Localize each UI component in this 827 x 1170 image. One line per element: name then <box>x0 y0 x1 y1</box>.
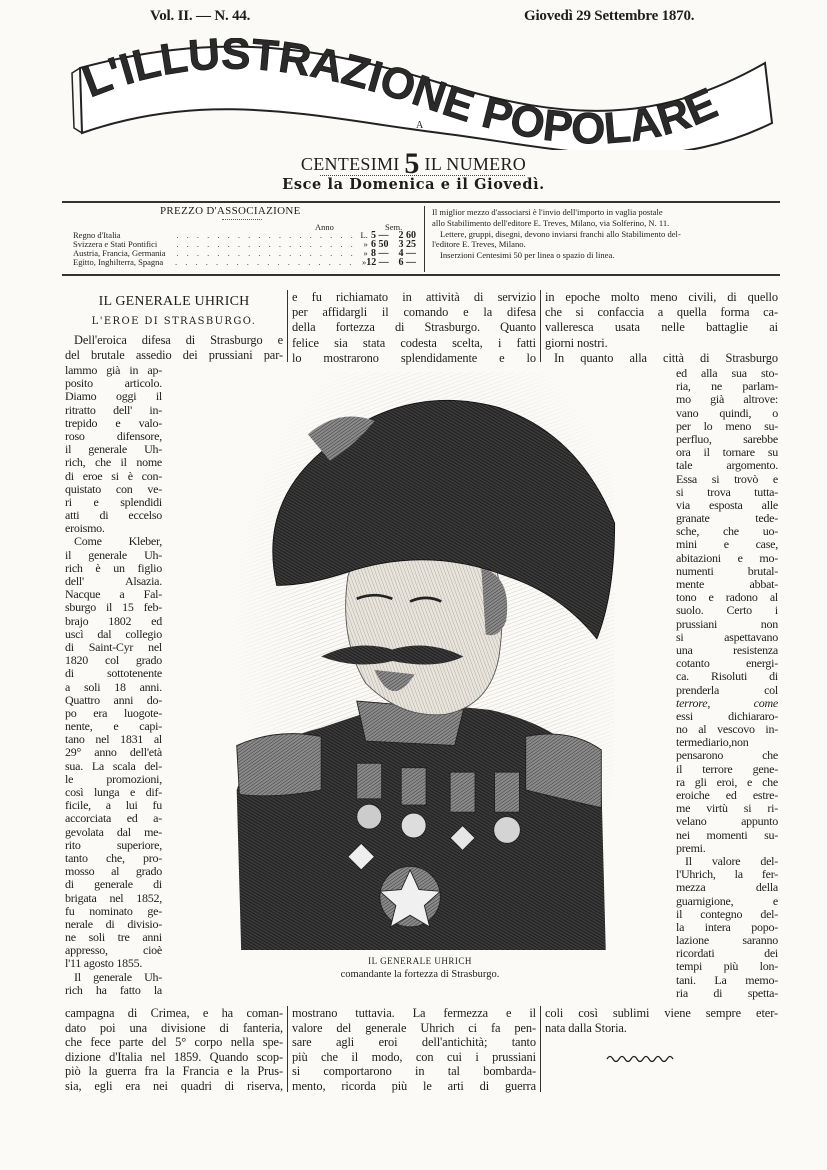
subscription-note: Il miglior mezzo d'associarsi è l'invio dell'importo in vaglia postale <box>432 207 663 217</box>
illustration-caption-title: IL GENERALE UHRICH <box>368 956 472 966</box>
text-line: a soli 18 anni. <box>65 679 162 694</box>
text-line: l'11 agosto 1855. <box>65 956 143 971</box>
text-line: sia, egli era nei quadri di riserva, <box>65 1078 283 1093</box>
text-line: In quanto alla città di Strasburgo <box>554 350 778 365</box>
header-rule-top <box>62 201 780 203</box>
text-line: 1820 col grado <box>65 653 162 668</box>
text-line: prussiani non <box>676 616 778 631</box>
text-line: ca. Risoluti di <box>676 669 778 684</box>
subscription-title: PREZZO D'ASSOCIAZIONE <box>160 205 301 217</box>
region-label: Egitto, Inghilterra, Spagna <box>73 257 164 267</box>
text-line: Nacque a Fal- <box>65 587 162 602</box>
text-line: sua. La scala del- <box>65 758 162 773</box>
text-line: rito superiore, <box>65 837 162 852</box>
text-line: cotanto energi- <box>676 656 778 671</box>
text-line: eroismo. <box>65 521 105 536</box>
subscription-title-underline <box>222 219 262 220</box>
column-rule <box>540 1006 541 1092</box>
text-line: di sottotenente <box>65 666 162 681</box>
text-line: suolo. Certo i <box>676 603 778 618</box>
text-line: il generale Uh- <box>65 547 162 562</box>
masthead-banner <box>60 38 780 150</box>
text-line: della fortezza di Strasburgo. Quanto <box>292 320 536 335</box>
text-line: Dell'eroica difesa di Strasburgo e <box>74 333 283 347</box>
text-line: via esposta alle <box>676 497 778 512</box>
left-epaulette <box>237 734 321 796</box>
region-label: Austria, Francia, Germania <box>73 248 166 258</box>
subscription-notes <box>432 207 782 261</box>
text-line: trepido e valo- <box>65 415 162 430</box>
text-line: ria di spetta- <box>676 985 778 1000</box>
text-line: accorciata ed a- <box>65 811 162 826</box>
text-line: Quattro anni do- <box>65 692 162 707</box>
text-line: dizione d'Italia nel 1859. Quando scop- <box>65 1049 283 1064</box>
subscription-note: Inserzioni Centesimi 50 per linea o spazio di linea. <box>440 250 615 261</box>
text-line: che si confaccia a quella forma ca- <box>545 305 778 320</box>
text-line: per lo meno su- <box>676 418 778 433</box>
price-half: 3 25 <box>398 239 417 250</box>
article-subtitle: L'EROE DI STRASBURGO. <box>91 316 257 327</box>
subscription-table <box>73 231 416 267</box>
text-line: uscì dal collegio <box>65 626 162 641</box>
column-3-bottom <box>545 1006 778 1035</box>
text-line: nei momenti su- <box>676 827 778 842</box>
price-prefix: CENTESIMI <box>300 154 400 174</box>
text-line: brajo 1802 ed <box>65 613 162 628</box>
column-1-bottom <box>65 1006 283 1093</box>
end-ornament <box>605 1052 680 1064</box>
text-line: numenti brutal- <box>676 563 778 578</box>
column-1-top <box>65 333 283 363</box>
text-line: l'Uhrich, la fer- <box>676 867 778 882</box>
text-line: coli così sublimi viene sempre eter- <box>545 1006 778 1020</box>
currency-mark: » <box>363 239 368 249</box>
text-line: ritratto dell' in- <box>65 402 162 417</box>
text-line: di eroe si è con- <box>65 468 162 483</box>
text-line: valore del generale Uhrich ci fa pen- <box>292 1020 536 1035</box>
price-half: 4 — <box>398 248 417 259</box>
text-line: ne soli tre anni <box>65 930 162 945</box>
text-line: in epoche molto meno civili, di quello <box>545 290 778 304</box>
price-half: 6 — <box>398 257 416 268</box>
text-line: valleresca usata nelle battaglie ai <box>545 320 778 335</box>
publication-schedule: Esce la Domenica e il Giovedì. <box>282 176 545 193</box>
text-line: Come Kleber, <box>74 534 162 549</box>
text-line: vano quindi, o <box>676 405 778 420</box>
text-line: nente, e capi- <box>65 719 162 734</box>
text-line: una resistenza <box>676 642 778 657</box>
text-line: po era luogote- <box>65 705 162 720</box>
leader-dots: . . . . . . . . . . . . . . . . . . <box>175 257 355 267</box>
text-line: per affidargli il comando e la difesa <box>292 305 536 320</box>
leader-dots: . . . . . . . . . . . . . . . . . . <box>176 230 356 240</box>
text-line: premi. <box>676 840 706 855</box>
text-line: rich, che il nome <box>65 455 162 470</box>
text-line: pensarono che <box>676 748 778 763</box>
text-line: che fece parte del 5° corpo nella spe- <box>65 1035 283 1049</box>
text-line: felice sia stata codesta scelta, i fatti <box>292 335 536 350</box>
text-line: dato poi una divisione di fanteria, <box>65 1020 283 1035</box>
column-rule <box>287 1006 288 1092</box>
text-line: ricordati dei <box>676 946 778 961</box>
text-line: me virtù si ri- <box>676 801 778 816</box>
text-line: termediario,non <box>676 735 749 750</box>
text-line: nerale di divisio- <box>65 916 162 931</box>
text-line: mente abbat- <box>676 577 778 591</box>
subscription-note: allo Stabilimento dell'editore E. Treves, Milano, via Solferino, N. 11. <box>432 217 670 228</box>
text-line: dell' Alsazia. <box>65 574 162 588</box>
col-half-header: Sem. <box>385 222 403 232</box>
text-line: brigata nel 1852, <box>65 890 162 905</box>
subscription-row <box>73 258 416 267</box>
text-line: di Saint-Cyr nel <box>65 639 162 654</box>
text-line: terrore, come <box>676 695 778 710</box>
price-year: 8 — <box>370 248 389 259</box>
text-line: si trova tutta- <box>676 484 778 499</box>
leader-dots: . . . . . . . . . . . . . . . . . . <box>176 239 356 249</box>
text-line: di generale di <box>65 877 162 892</box>
text-line: tani. La memo- <box>676 972 778 987</box>
text-line: nata dalla Storia. <box>545 1020 627 1035</box>
text-line: il contegno del- <box>676 906 778 921</box>
header-rule-bottom <box>62 274 780 276</box>
text-line: mo già altrove: <box>676 392 778 407</box>
column-rule <box>540 290 541 362</box>
text-line: mezza della <box>676 880 778 895</box>
column-2-bottom <box>292 1006 536 1093</box>
region-label: Regno d'Italia <box>73 230 121 240</box>
subscription-note: l'editore E. Treves, Milano. <box>432 239 526 250</box>
text-line: gevolata dal me- <box>65 824 162 839</box>
text-line: si aspettavano <box>676 629 778 644</box>
text-line: lammo già in ap- <box>65 363 162 377</box>
text-line: atti di eccelso <box>65 508 162 523</box>
column-2-top <box>292 290 536 366</box>
price-year: 5 — <box>370 230 389 241</box>
text-line: eroiche ed estre- <box>676 788 778 802</box>
text-line: rich ha fatto la <box>65 982 162 997</box>
text-line: ora il tornare su <box>676 445 778 460</box>
subscription-note: Lettere, gruppi, disegni, devono inviarsi franchi allo Stabilimento del- <box>440 228 681 239</box>
masthead-title: L'ILLUSTRAZIONE POPOLARE <box>76 38 727 150</box>
text-line: campagna di Crimea, e ha coman- <box>65 1006 283 1020</box>
text-line: roso difensore, <box>65 428 162 443</box>
text-line: Essa si trovò e <box>676 471 778 486</box>
text-line: e fu richiamato in attività di servizio <box>292 290 536 304</box>
text-line: ficile, a lui fu <box>65 798 162 813</box>
column-3-wrap <box>676 367 778 1000</box>
text-line: le promozioni, <box>65 771 162 786</box>
illustration-caption-text: comandante la fortezza di Strasburgo. <box>340 969 500 980</box>
text-line: Il valore del- <box>685 853 778 868</box>
text-line: più che il modo, con cui i prussiani <box>292 1049 536 1064</box>
text-line: Il generale Uh- <box>74 969 162 984</box>
text-line: piò la guerra fra la Francia e la Prus- <box>65 1064 283 1078</box>
text-line: essi dichiararo- <box>676 708 778 723</box>
text-line: quistato con ve- <box>65 481 162 496</box>
subscription-divider <box>424 206 425 272</box>
price-suffix: IL NUMERO <box>424 154 527 174</box>
text-line: Diamo oggi il <box>65 389 162 404</box>
text-line: si comportarono in tal bombarda- <box>292 1064 536 1078</box>
issue-date: Giovedì 29 Settembre 1870. <box>524 8 695 24</box>
text-line: tano nel 1831 al <box>65 732 162 747</box>
article-title: IL GENERALE UHRICH <box>98 294 250 309</box>
currency-mark: » <box>363 248 368 258</box>
column-3-top <box>545 290 778 366</box>
leader-dots: . . . . . . . . . . . . . . . . . . <box>176 248 356 258</box>
volume-number: Vol. II. — N. 44. <box>150 8 251 24</box>
column-rule <box>287 290 288 362</box>
price-number: 5 <box>404 147 420 180</box>
text-line: il generale Uh- <box>65 442 162 457</box>
text-line: sche, che uo- <box>676 524 778 539</box>
text-line: 29° anno dell'età <box>65 745 162 760</box>
text-line: sburgo il 15 feb- <box>65 600 162 615</box>
text-line: sare agli eroi dell'antichità; tanto <box>292 1035 536 1049</box>
text-line: no al vescovo in- <box>676 722 778 737</box>
text-line: tempi più lon- <box>676 959 778 974</box>
text-line: ed alla sua sto- <box>676 366 778 380</box>
column-1-wrap <box>65 364 162 997</box>
text-line: posito articolo. <box>65 376 162 391</box>
text-line: perfluo, sarebbe <box>676 431 778 446</box>
text-line: giorni nostri. <box>545 335 608 350</box>
text-line: prenderla col <box>676 682 778 697</box>
region-label: Svizzera e Stati Pontifici <box>73 239 158 249</box>
text-line: ria, ne parlam- <box>676 379 778 394</box>
text-line: guarnigione, e <box>676 893 778 908</box>
text-line: così lunga e dif- <box>65 785 162 799</box>
text-line: tale argomento. <box>676 458 778 473</box>
text-line: il terrore gene- <box>676 761 778 776</box>
text-line: mostrano tuttavia. La fermezza e il <box>292 1006 536 1020</box>
price-year: 12 — <box>366 257 389 268</box>
text-line: rich è un figlio <box>65 560 162 575</box>
text-line: ri e splendidi <box>65 494 162 509</box>
col-year-header: Anno <box>315 222 334 232</box>
text-line: lazione saranno <box>676 933 778 948</box>
text-line: la intera popo- <box>676 919 778 934</box>
text-line: abitazioni e mo- <box>676 550 778 565</box>
text-line: mini e case, <box>676 537 778 552</box>
price-year: 6 50 <box>370 239 389 250</box>
text-line: appresso, cioè <box>65 943 162 958</box>
text-line: del brutale assedio dei prussiani par- <box>65 348 283 362</box>
masthead-a: A <box>416 120 424 131</box>
text-line: fu nominato ge- <box>65 903 162 918</box>
text-line: velano appunto <box>676 814 778 829</box>
price-half: 2 60 <box>398 230 417 241</box>
text-line: tono e radono al <box>676 590 778 605</box>
currency-mark: » <box>362 257 367 267</box>
currency-mark: L. <box>360 230 368 240</box>
text-line: tanto che, pro- <box>65 850 162 865</box>
text-line: lo mostrarono splendidamente e lo <box>292 350 536 365</box>
text-line: mento, ricorda più le arti di guerra <box>292 1078 536 1093</box>
portrait-engraving <box>168 372 670 950</box>
text-line: mosso al grado <box>65 864 162 879</box>
text-line: granate tede- <box>676 511 778 526</box>
text-line: ra gli eroi, e che <box>676 774 778 789</box>
